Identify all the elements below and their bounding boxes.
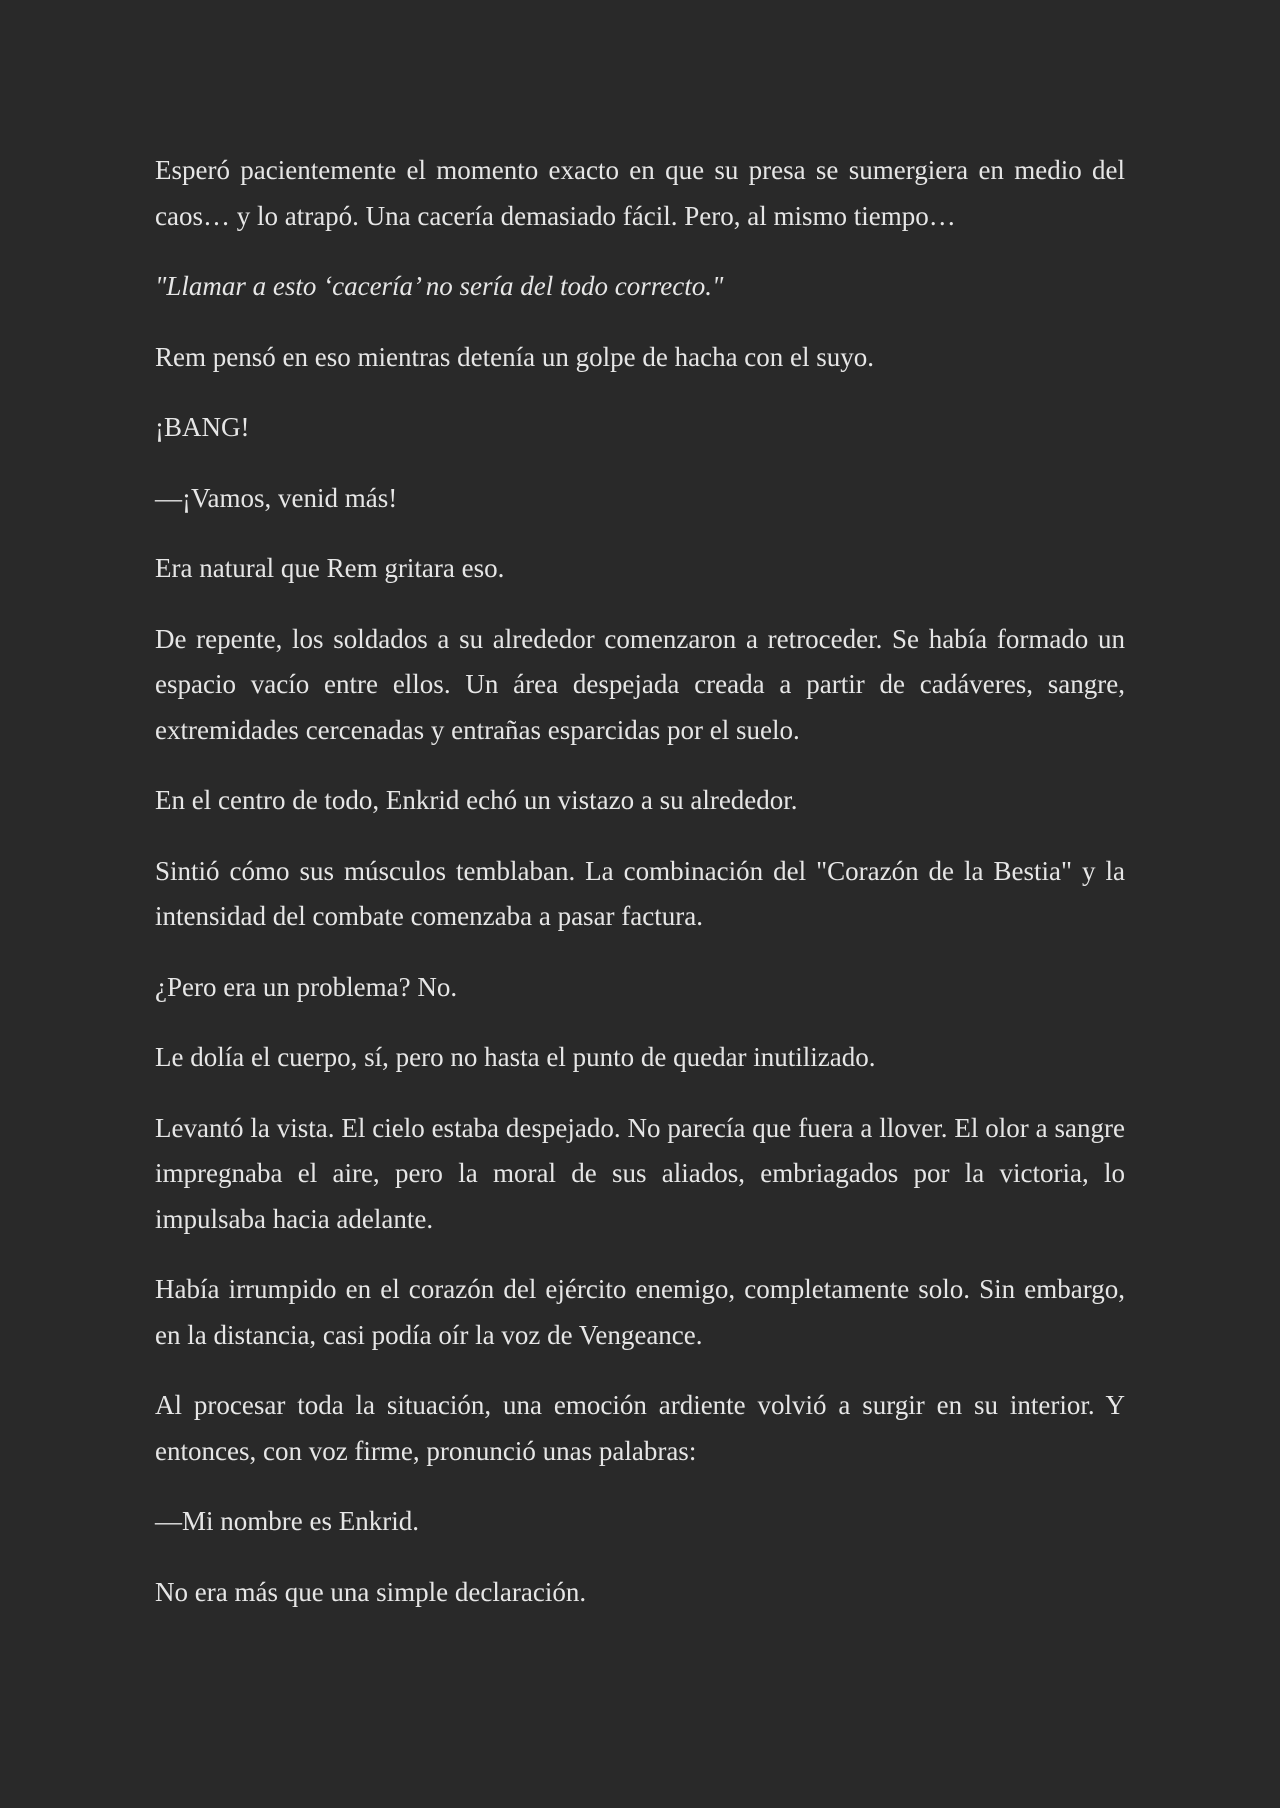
paragraph-12: Levantó la vista. El cielo estaba despejado. No parecía que fuera a llover. El olor a sangre impregnaba el aire, pero la moral de sus aliados, embriagados por la victoria, lo impulsaba hacia adelante. — [155, 1112, 1125, 1234]
paragraph-2-thought: "Llamar a esto ‘cacería’ no sería del todo correcto." — [155, 271, 724, 301]
paragraph-15-dialogue: —Mi nombre es Enkrid. — [155, 1506, 419, 1536]
paragraph-11: Le dolía el cuerpo, sí, pero no hasta el punto de quedar inutilizado. — [155, 1042, 876, 1072]
paragraph-5-dialogue: —¡Vamos, venid más! — [155, 482, 398, 513]
paragraph-3: Rem pensó en eso mientras detenía un golpe de hacha con el suyo. — [155, 341, 875, 372]
paragraph-16: No era más que una simple declaración. — [155, 1576, 587, 1607]
paragraph-14: Al procesar toda la situación, una emoción ardiente volvió a surgir en su interior. Y entonces, con voz firme, pronunció unas palabras: — [155, 1390, 1125, 1466]
paragraph-7: De repente, los soldados a su alrededor comenzaron a retroceder. Se había formado un espacio vacío entre ellos. Un área despejada creada a partir de cadáveres, sangre, extremidades cercenadas y entrañas esparcidas por el suelo. — [155, 623, 1125, 745]
paragraph-10: ¿Pero era un problema? No. — [155, 971, 458, 1002]
paragraph-13: Había irrumpido en el corazón del ejército enemigo, completamente solo. Sin embargo, en la distancia, casi podía oír la voz de Vengeance. — [155, 1274, 1125, 1350]
paragraph-1: Esperó pacientemente el momento exacto en que su presa se sumergiera en medio del caos… y lo atrapó. Una cacería demasiado fácil. Pero, al mismo tiempo… — [155, 155, 1125, 231]
chapter-text — [155, 148, 1125, 1615]
paragraph-6: Era natural que Rem gritara eso. — [155, 553, 505, 583]
paragraph-4-sound: ¡BANG! — [155, 412, 250, 442]
paragraph-9: Sintió cómo sus músculos temblaban. La combinación del "Corazón de la Bestia" y la intensidad del combate comenzaba a pasar factura. — [155, 855, 1125, 931]
paragraph-8: En el centro de todo, Enkrid echó un vistazo a su alrededor. — [155, 785, 798, 815]
